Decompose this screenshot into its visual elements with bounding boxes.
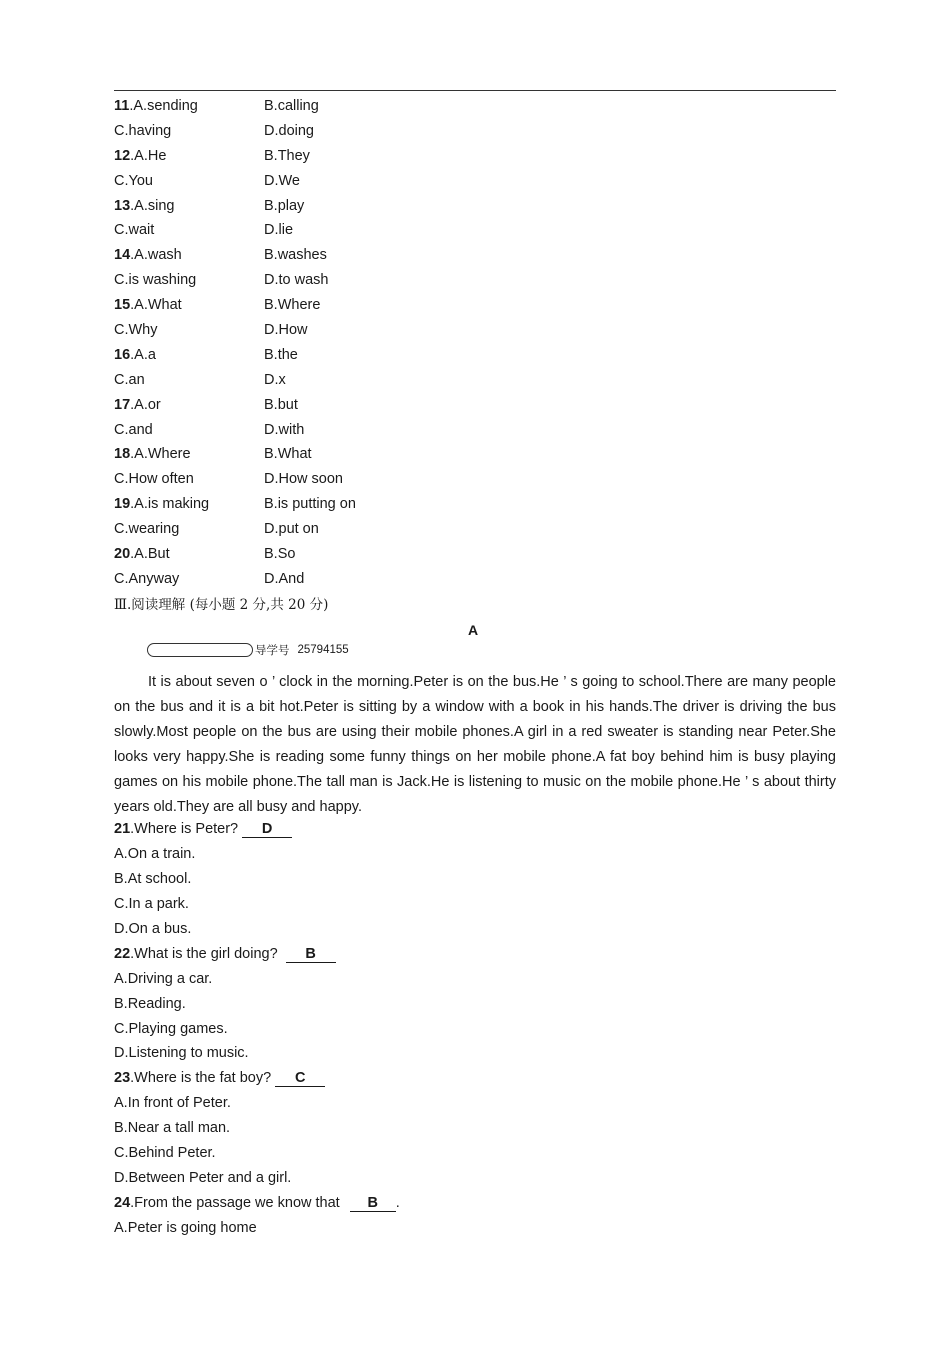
reading-questions — [114, 819, 836, 1243]
question-number: 14 — [114, 247, 131, 264]
option-a: .A.But — [130, 546, 170, 563]
option-row — [114, 296, 514, 321]
option-a: .A.is making — [130, 496, 210, 513]
passage-paragraph: It is about seven o ’ clock in the morning.Peter is on the bus.He ’ s going to school.There are many people on the bus and it is a bit hot.Peter is sitting by a window with a book in his hands.The driver is driving the bus slowly.Most people on the bus are using their mobile phones.A girl in a red sweater is standing near Peter.She looks very happy.She is reading some funny things on her mobile phone.A fat boy behind him is busy playing games on his mobile phone.The tall man is Jack.He is listening to music on the mobile phone.He ’ s about thirty years old.They are all busy and happy. — [114, 674, 836, 815]
question-number: 22 — [114, 945, 131, 962]
question-stem — [114, 944, 836, 969]
question-number: 18 — [114, 446, 131, 463]
question-number: 13 — [114, 197, 131, 214]
option-row — [114, 470, 514, 495]
option-c: C.and — [114, 421, 153, 438]
answer-blank: B — [350, 1195, 396, 1212]
passage-title: A — [468, 622, 479, 638]
choice: B.Reading. — [114, 995, 186, 1012]
option-row — [114, 445, 514, 470]
header-rule — [114, 90, 836, 91]
question-text: .From the passage we know that — [130, 1195, 340, 1212]
question-number: 11 — [114, 98, 130, 114]
option-a: .A.What — [130, 297, 182, 314]
choice: D.On a bus. — [114, 920, 192, 937]
question-text: .Where is Peter? — [130, 821, 239, 837]
question-tail: . — [395, 1195, 400, 1212]
option-b: B.Where — [264, 297, 321, 314]
option-b: B.washes — [264, 247, 327, 264]
option-d: D.x — [264, 371, 286, 388]
option-a: .A.sing — [130, 197, 175, 214]
option-row — [114, 321, 514, 346]
option-row — [114, 271, 514, 296]
option-b: B.is putting on — [264, 496, 356, 513]
option-b: B.but — [264, 396, 298, 413]
guide-pill — [147, 643, 253, 657]
option-d: D.And — [264, 570, 305, 587]
choice: A.Peter is going home — [114, 1220, 257, 1236]
option-row — [114, 371, 514, 396]
question-number: 20 — [114, 546, 131, 563]
question-stem — [114, 1193, 836, 1218]
choice: A.In front of Peter. — [114, 1095, 231, 1112]
question-number: 15 — [114, 297, 131, 314]
option-d: D.with — [264, 421, 305, 438]
question-stem — [114, 819, 836, 844]
choice: B.Near a tall man. — [114, 1120, 231, 1137]
option-row — [114, 495, 514, 520]
question-number: 24 — [114, 1195, 131, 1212]
option-row — [114, 421, 514, 446]
question-number: 19 — [114, 496, 131, 513]
option-d: D.We — [264, 172, 300, 189]
question-number: 12 — [114, 147, 131, 164]
choice: A.Driving a car. — [114, 970, 213, 987]
choice: D.Listening to music. — [114, 1045, 249, 1062]
option-row — [114, 346, 514, 371]
option-b: B.So — [264, 546, 296, 563]
option-row — [114, 172, 514, 197]
question-number: 17 — [114, 396, 131, 413]
choice: C.Behind Peter. — [114, 1145, 216, 1162]
option-c: C.having — [114, 122, 172, 139]
option-c: C.How often — [114, 471, 194, 488]
option-c: C.Why — [114, 322, 158, 339]
option-c: C.an — [114, 371, 145, 388]
option-row — [114, 396, 514, 421]
option-c: C.wait — [114, 222, 155, 239]
option-a: .A.wash — [130, 247, 182, 264]
choice: A.On a train. — [114, 845, 196, 862]
option-b: B.They — [264, 147, 310, 164]
guide-label: 导学号 — [255, 645, 290, 657]
question-text: .Where is the fat boy? — [130, 1070, 272, 1087]
answer-blank: D — [242, 821, 292, 838]
option-a: .A.or — [130, 396, 161, 413]
option-row — [114, 570, 514, 595]
guide-code: 25794155 — [297, 644, 349, 656]
option-row — [114, 147, 514, 172]
question-number: 23 — [114, 1070, 131, 1087]
option-b: B.calling — [264, 98, 319, 114]
guide-number — [147, 642, 349, 658]
option-a: .A.sending — [129, 98, 198, 114]
option-b: B.play — [264, 197, 305, 214]
cloze-options — [114, 97, 514, 595]
answer-blank: C — [275, 1070, 325, 1087]
choice: C.Playing games. — [114, 1020, 228, 1037]
choice: C.In a park. — [114, 895, 189, 912]
option-c: C.Anyway — [114, 570, 180, 587]
option-row — [114, 545, 514, 570]
option-d: D.to wash — [264, 272, 329, 289]
option-a: .A.a — [130, 346, 156, 363]
option-a: .A.Where — [130, 446, 191, 463]
option-c: C.You — [114, 172, 153, 189]
option-row — [114, 246, 514, 271]
section-heading: Ⅲ.阅读理解 (每小题 2 分,共 20 分) — [114, 597, 329, 613]
choice: D.Between Peter and a girl. — [114, 1170, 292, 1187]
question-number: 21 — [114, 821, 131, 837]
option-c: C.wearing — [114, 521, 180, 538]
option-d: D.lie — [264, 222, 294, 239]
option-d: D.How soon — [264, 471, 343, 488]
option-b: B.What — [264, 446, 312, 463]
option-row — [114, 221, 514, 246]
option-d: D.How — [264, 322, 308, 339]
reading-passage — [114, 670, 836, 820]
question-stem — [114, 1068, 836, 1093]
answer-blank: B — [286, 946, 336, 963]
option-b: B.the — [264, 346, 298, 363]
option-a: .A.He — [130, 147, 167, 164]
question-number: 16 — [114, 346, 131, 363]
option-row — [114, 197, 514, 222]
option-row — [114, 520, 514, 545]
option-row — [114, 97, 514, 122]
choice: B.At school. — [114, 870, 192, 887]
question-text: .What is the girl doing? — [130, 945, 278, 962]
option-row — [114, 122, 514, 147]
option-c: C.is washing — [114, 272, 197, 289]
option-d: D.doing — [264, 122, 314, 139]
option-d: D.put on — [264, 521, 319, 538]
